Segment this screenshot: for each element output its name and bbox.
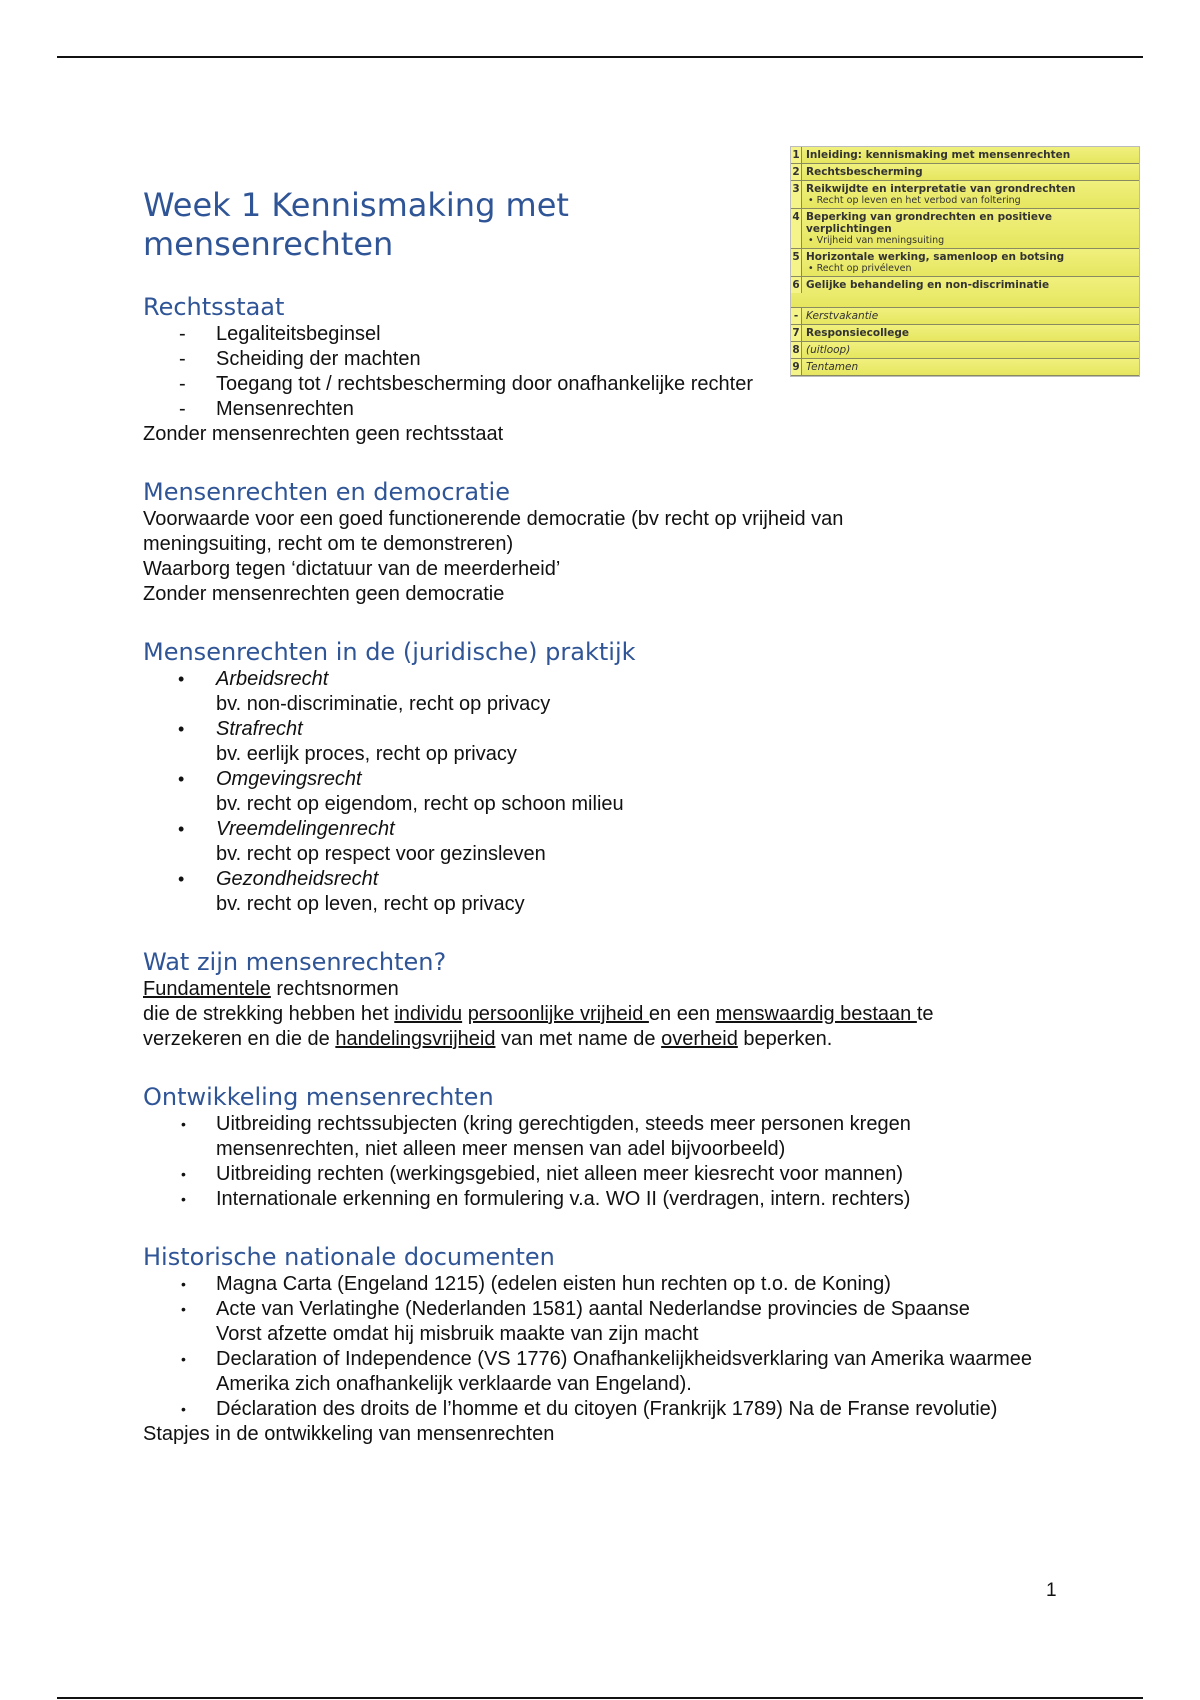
schedule-row: 1 Inleiding: kennismaking met mensenrechten <box>791 147 1139 164</box>
list-item: • Uitbreiding rechten (werkingsgebied, niet alleen meer kiesrecht voor mannen) <box>181 1163 904 1185</box>
header-rule <box>57 56 1143 58</box>
conclusion-text: Stapjes in de ontwikkeling van mensenrechten <box>143 1423 555 1445</box>
list-item: - Mensenrechten <box>179 398 354 420</box>
schedule-row: 6 Gelijke behandeling en non-discriminatie <box>791 277 1139 308</box>
schedule-row: 3 Reikwijdte en interpretatie van grondrechten • Recht op leven en het verbod van foltering <box>791 181 1139 209</box>
list-item: • Vreemdelingenrecht bv. recht op respect voor gezinsleven <box>178 818 546 865</box>
section-heading: Ontwikkeling mensenrechten <box>143 1083 494 1111</box>
list-item: • Uitbreiding rechtssubjecten (kring gerechtigden, steeds meer personen kregen mensenrechten, niet alleen meer mensen van adel bijvoorbeeld) <box>181 1113 911 1160</box>
paragraph: Zonder mensenrechten geen democratie <box>143 583 505 605</box>
footer-rule <box>57 1697 1143 1699</box>
section-democratie <box>143 477 1043 607</box>
list-item: • Arbeidsrecht bv. non-discriminatie, recht op privacy <box>178 668 551 715</box>
list-item: • Declaration of Independence (VS 1776) Onafhankelijkheidsverklaring van Amerika waarmee Amerika zich onafhankelijk verklaarde van Engeland). <box>181 1348 1033 1395</box>
section-documenten <box>143 1242 1043 1447</box>
section-ontwikkeling <box>143 1082 1043 1212</box>
schedule-row: 8 (uitloop) <box>791 342 1139 359</box>
conclusion-text: Zonder mensenrechten geen rechtsstaat <box>143 423 504 445</box>
section-heading: Historische nationale documenten <box>143 1243 555 1271</box>
page-title: Week 1 Kennismaking met mensenrechten <box>143 186 569 263</box>
list-item: - Toegang tot / rechtsbescherming door onafhankelijke rechter <box>179 373 753 395</box>
paragraph: Voorwaarde voor een goed functionerende democratie (bv recht op vrijheid van meningsuiting, recht om te demonstreren) <box>143 508 844 555</box>
schedule-row: 9 Tentamen <box>791 359 1139 376</box>
list-item: - Legaliteitsbeginsel <box>179 323 381 345</box>
schedule-row: 5 Horizontale werking, samenloop en botsing • Recht op privéleven <box>791 249 1139 277</box>
section-rechtsstaat <box>143 292 1043 447</box>
paragraph: Waarborg tegen ‘dictatuur van de meerderheid’ <box>143 558 561 580</box>
list-item: • Gezondheidsrecht bv. recht op leven, recht op privacy <box>178 868 525 915</box>
section-heading: Mensenrechten en democratie <box>143 478 510 506</box>
section-wat <box>143 947 1043 1052</box>
bullet-list <box>143 1112 1043 1212</box>
list-item: • Strafrecht bv. eerlijk proces, recht op privacy <box>178 718 517 765</box>
schedule-row: 2 Rechtsbescherming <box>791 164 1139 181</box>
bullet-list <box>143 1272 1043 1422</box>
section-heading: Rechtsstaat <box>143 293 285 321</box>
paragraph: Fundamentele rechtsnormen <box>143 978 399 1000</box>
list-item: • Déclaration des droits de l’homme et du citoyen (Frankrijk 1789) Na de Franse revolutie) <box>181 1398 998 1420</box>
schedule-row: - Kerstvakantie <box>791 308 1139 325</box>
list-item: • Acte van Verlatinghe (Nederlanden 1581) aantal Nederlandse provincies de Spaanse Vorst afzette omdat hij misbruik maakte van zijn macht <box>181 1298 970 1345</box>
schedule-row: 7 Responsiecollege <box>791 325 1139 342</box>
dash-list <box>143 322 1043 422</box>
section-heading: Wat zijn mensenrechten? <box>143 948 447 976</box>
schedule-row: 4 Beperking van grondrechten en positieve verplichtingen • Vrijheid van meningsuiting <box>791 209 1139 249</box>
document-body <box>143 186 1043 1469</box>
list-item: - Scheiding der machten <box>179 348 421 370</box>
list-item: • Omgevingsrecht bv. recht op eigendom, recht op schoon milieu <box>178 768 624 815</box>
section-praktijk <box>143 637 1043 917</box>
section-heading: Mensenrechten in de (juridische) praktijk <box>143 638 636 666</box>
list-item: • Internationale erkenning en formulering v.a. WO II (verdragen, intern. rechters) <box>181 1188 911 1210</box>
bullet-list <box>143 667 1043 917</box>
paragraph: die de strekking hebben het individu persoonlijke vrijheid en een menswaardig bestaan te verzekeren en die de handelingsvrijheid van met name de overheid beperken. <box>143 1003 934 1050</box>
page-number: 1 <box>1046 1580 1057 1601</box>
list-item: • Magna Carta (Engeland 1215) (edelen eisten hun rechten op t.o. de Koning) <box>181 1273 891 1295</box>
